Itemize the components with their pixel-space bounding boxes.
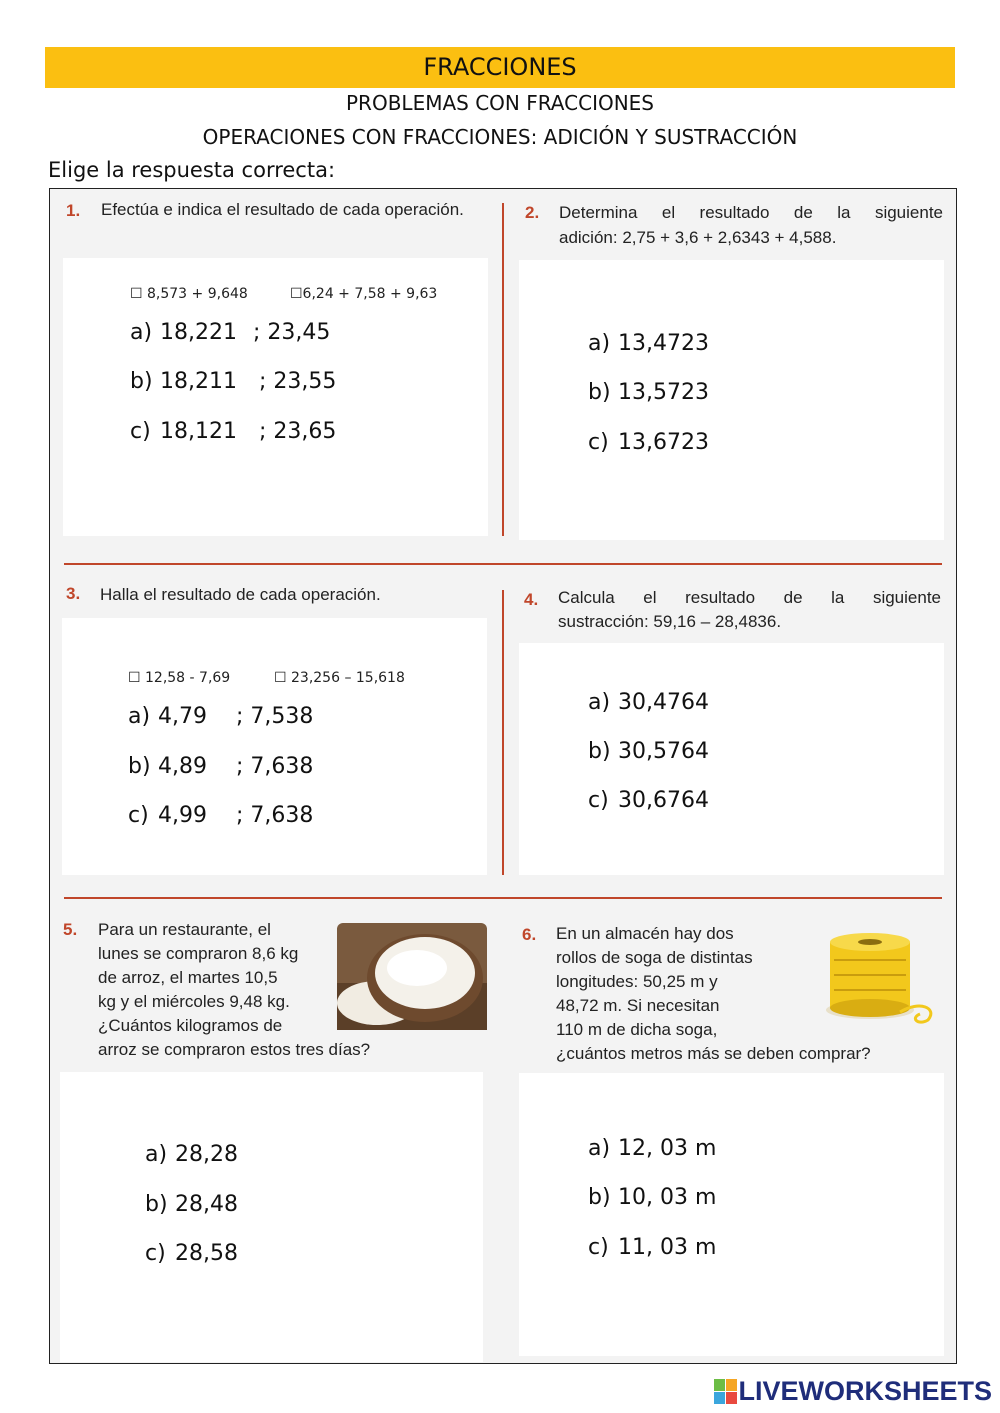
option-value: 10, 03 m xyxy=(618,1185,717,1210)
option-value: 13,4723 xyxy=(618,331,709,356)
option-label: a) xyxy=(588,1136,611,1161)
divider-horizontal-2 xyxy=(64,897,942,899)
option-label: b) xyxy=(130,369,153,394)
q3-answer-box xyxy=(62,618,487,875)
title-banner xyxy=(45,47,955,88)
q4-option-a[interactable] xyxy=(588,690,709,715)
q2-number: 2. xyxy=(525,203,540,222)
option-label: b) xyxy=(588,380,611,405)
option-value-1: 4,99 xyxy=(158,803,207,828)
option-value-2: ; 23,65 xyxy=(259,419,337,444)
q3-option-a[interactable] xyxy=(128,704,313,729)
q6-line-4: 48,72 m. Si necesitan xyxy=(556,996,720,1015)
option-label: c) xyxy=(145,1241,166,1266)
rice-bowl-image xyxy=(337,923,487,1030)
liveworksheets-logo-icon xyxy=(714,1379,738,1405)
q1-number: 1. xyxy=(66,201,81,220)
q6-line-3: longitudes: 50,25 m y xyxy=(556,972,718,991)
brand-name: LIVEWORKSHEETS xyxy=(738,1376,992,1406)
option-label: b) xyxy=(588,1185,611,1210)
q5-answer-box xyxy=(60,1072,483,1362)
q5-option-a[interactable] xyxy=(145,1142,238,1167)
q5-number: 5. xyxy=(63,920,78,939)
option-value: 11, 03 m xyxy=(618,1235,717,1260)
q2-text-line2: adición: 2,75 + 3,6 + 2,6343 + 4,588. xyxy=(559,228,837,247)
option-value-2: ; 7,638 xyxy=(236,803,314,828)
option-value: 28,48 xyxy=(175,1192,238,1217)
q4-answer-box xyxy=(519,643,944,875)
q6-line-5: 110 m de dicha soga, xyxy=(556,1020,718,1039)
option-label: c) xyxy=(588,1235,609,1260)
q4-option-c[interactable] xyxy=(588,788,709,813)
q1-operation-1[interactable]: ☐ 8,573 + 9,648 xyxy=(130,286,248,302)
q3-option-b[interactable] xyxy=(128,754,313,779)
option-label: a) xyxy=(130,320,153,345)
option-label: c) xyxy=(588,788,609,813)
q6-answer-box xyxy=(519,1073,944,1356)
q6-option-c[interactable] xyxy=(588,1235,716,1260)
q6-option-b[interactable] xyxy=(588,1185,716,1210)
q6-number: 6. xyxy=(522,925,537,944)
q2-text-line1: Determina el resultado de la siguiente xyxy=(559,203,943,222)
option-value-1: 18,121 xyxy=(160,419,237,444)
q5-line-3: de arroz, el martes 10,5 xyxy=(98,968,278,987)
option-label: b) xyxy=(128,754,151,779)
q5-line-6: arroz se compraron estos tres días? xyxy=(98,1040,371,1059)
q2-option-a[interactable] xyxy=(588,331,709,356)
option-value-2: ; 23,55 xyxy=(259,369,337,394)
q3-number: 3. xyxy=(66,584,81,603)
q5-line-1: Para un restaurante, el xyxy=(98,920,271,939)
q5-option-c[interactable] xyxy=(145,1241,238,1266)
q4-number: 4. xyxy=(524,590,539,609)
option-value: 30,4764 xyxy=(618,690,709,715)
option-value: 30,5764 xyxy=(618,739,709,764)
q3-option-c[interactable] xyxy=(128,803,313,828)
option-label: a) xyxy=(588,331,611,356)
option-value-1: 4,89 xyxy=(158,754,207,779)
q5-line-4: kg y el miércoles 9,48 kg. xyxy=(98,992,290,1011)
q1-option-c[interactable] xyxy=(130,419,336,444)
q1-operation-2[interactable]: ☐6,24 + 7,58 + 9,63 xyxy=(290,286,438,302)
option-value-1: 18,211 xyxy=(160,369,237,394)
subtitle-2: OPERACIONES CON FRACCIONES: ADICIÓN Y SUSTRACCIÓN xyxy=(202,125,798,149)
option-value: 28,28 xyxy=(175,1142,238,1167)
q2-option-b[interactable] xyxy=(588,380,709,405)
page-title: FRACCIONES xyxy=(423,53,577,81)
option-value: 30,6764 xyxy=(618,788,709,813)
option-value: 28,58 xyxy=(175,1241,238,1266)
q5-option-b[interactable] xyxy=(145,1192,238,1217)
q3-text: Halla el resultado de cada operación. xyxy=(100,585,381,604)
option-label: b) xyxy=(145,1192,168,1217)
q4-option-b[interactable] xyxy=(588,739,709,764)
option-value: 13,5723 xyxy=(618,380,709,405)
q3-operation-2[interactable]: ☐ 23,256 – 15,618 xyxy=(274,670,405,686)
option-label: a) xyxy=(128,704,151,729)
q5-line-5: ¿Cuántos kilogramos de xyxy=(98,1016,283,1035)
option-value: 13,6723 xyxy=(618,430,709,455)
q6-line-1: En un almacén hay dos xyxy=(556,924,734,943)
footer-brand xyxy=(714,1376,992,1407)
q1-option-a[interactable] xyxy=(130,320,330,345)
instruction: Elige la respuesta correcta: xyxy=(48,158,336,182)
q4-text-line1: Calcula el resultado de la siguiente xyxy=(558,588,941,607)
q5-line-2: lunes se compraron 8,6 kg xyxy=(98,944,299,963)
rope-roll-image xyxy=(820,930,940,1025)
q1-option-b[interactable] xyxy=(130,369,336,394)
option-value: 12, 03 m xyxy=(618,1136,717,1161)
q6-line-6: ¿cuántos metros más se deben comprar? xyxy=(556,1044,871,1063)
q1-text: Efectúa e indica el resultado de cada operación. xyxy=(101,200,464,219)
subtitle-1: PROBLEMAS CON FRACCIONES xyxy=(346,91,654,115)
q6-option-a[interactable] xyxy=(588,1136,716,1161)
option-value-1: 18,221 xyxy=(160,320,237,345)
option-value-2: ; 23,45 xyxy=(253,320,331,345)
option-label: a) xyxy=(145,1142,168,1167)
q2-option-c[interactable] xyxy=(588,430,709,455)
q6-line-2: rollos de soga de distintas xyxy=(556,948,753,967)
option-value-2: ; 7,538 xyxy=(236,704,314,729)
divider-vertical-1 xyxy=(502,203,504,536)
q3-operation-1[interactable]: ☐ 12,58 - 7,69 xyxy=(128,670,231,686)
option-value-2: ; 7,638 xyxy=(236,754,314,779)
option-label: c) xyxy=(588,430,609,455)
divider-horizontal-1 xyxy=(64,563,942,565)
divider-vertical-2 xyxy=(502,590,504,875)
option-label: c) xyxy=(130,419,151,444)
option-label: c) xyxy=(128,803,149,828)
q2-answer-box xyxy=(519,260,944,540)
option-label: b) xyxy=(588,739,611,764)
option-label: a) xyxy=(588,690,611,715)
option-value-1: 4,79 xyxy=(158,704,207,729)
q4-text-line2: sustracción: 59,16 – 28,4836. xyxy=(558,612,782,631)
